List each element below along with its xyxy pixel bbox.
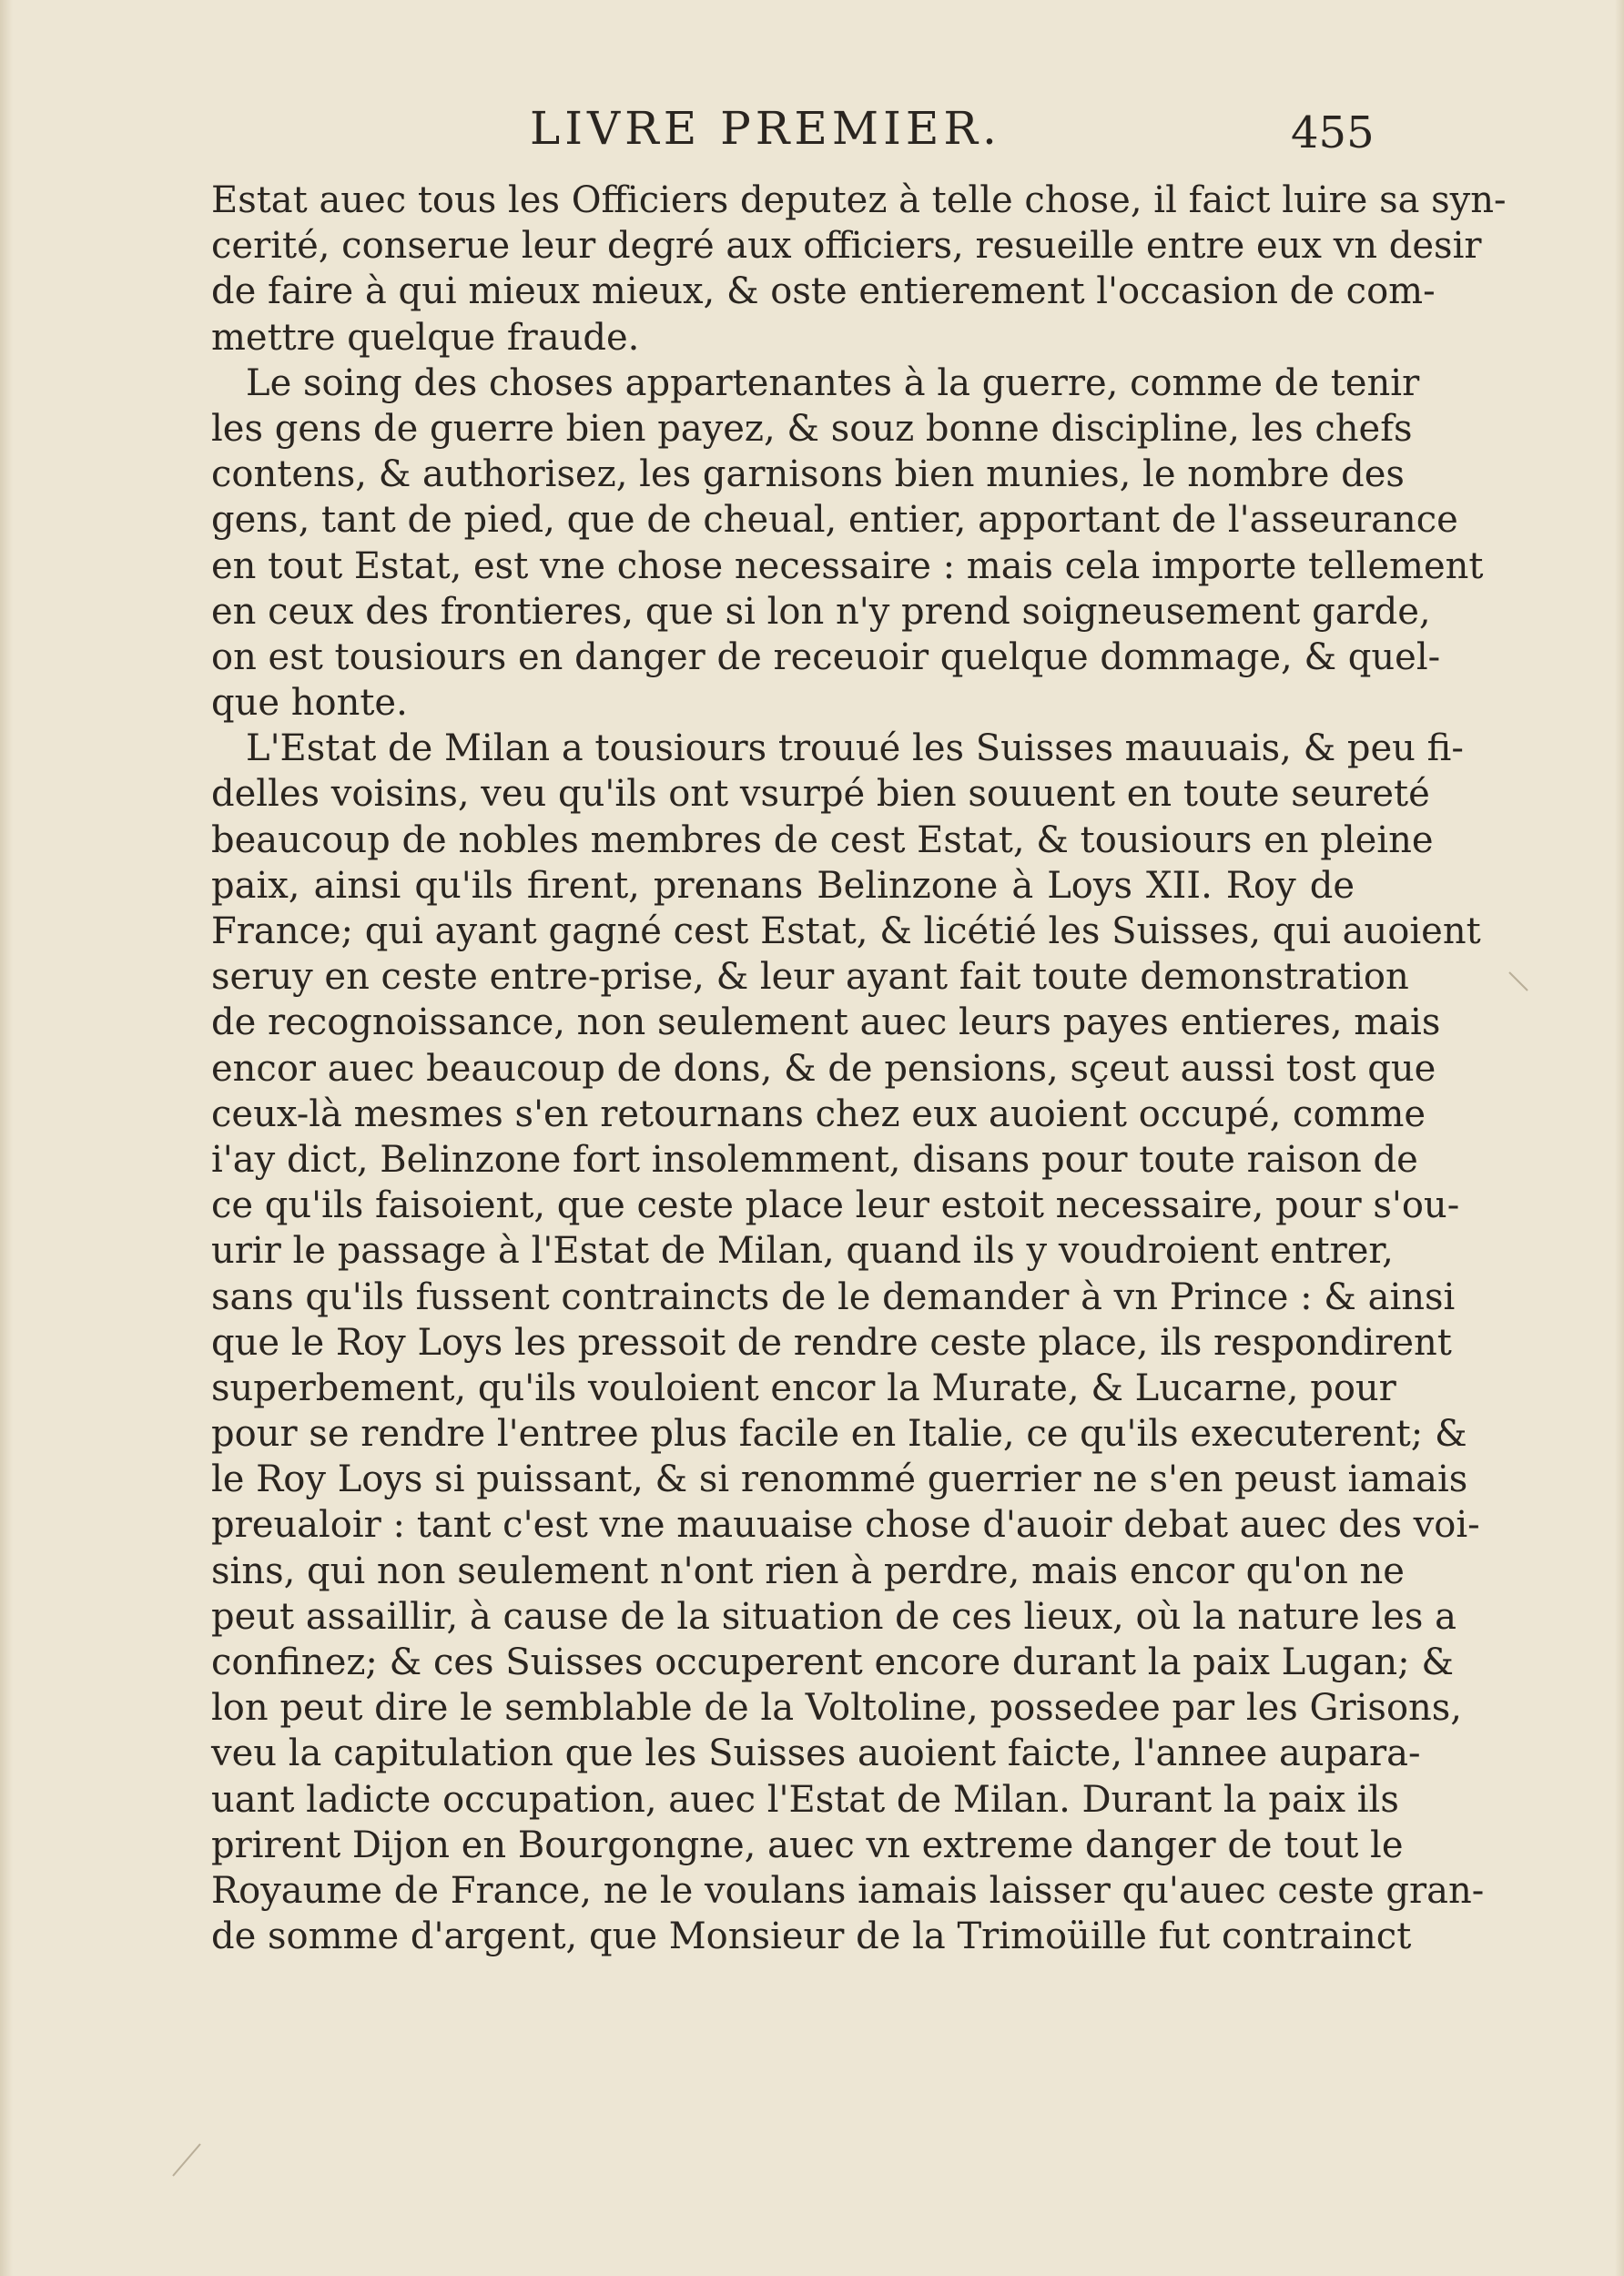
text-line: ceux-là mesmes s'en retournans chez eux auoient occupé, comme bbox=[211, 1092, 1426, 1135]
text-line: de somme d'argent, que Monsieur de la Trimoüille fut contrainct bbox=[211, 1915, 1412, 1958]
page-number: 455 bbox=[1291, 107, 1375, 158]
text-line: urir le passage à l'Estat de Milan, quand ils y voudroient entrer, bbox=[211, 1230, 1394, 1273]
text-line: France; qui ayant gagné cest Estat, & licétié les Suisses, qui auoient bbox=[211, 910, 1481, 952]
text-line: pour se rendre l'entree plus facile en Italie, ce qu'ils executerent; & bbox=[211, 1413, 1467, 1456]
text-line: seruy en ceste entre-prise, & leur ayant fait toute demonstration bbox=[211, 956, 1409, 999]
text-line: les gens de guerre bien payez, & souz bonne discipline, les chefs bbox=[211, 407, 1413, 450]
text-line: beaucoup de nobles membres de cest Estat, & tousiours en pleine bbox=[211, 818, 1434, 861]
text-line: en tout Estat, est vne chose necessaire : mais cela importe tellement bbox=[211, 544, 1484, 587]
text-line: confinez; & ces Suisses occuperent encore durant la paix Lugan; & bbox=[211, 1641, 1454, 1683]
text-line: que honte. bbox=[211, 682, 408, 725]
text-line: que le Roy Loys les pressoit de rendre ceste place, ils respondirent bbox=[211, 1321, 1452, 1364]
text-line: de faire à qui mieux mieux, & oste entierement l'occasion de com- bbox=[211, 270, 1436, 313]
body-text bbox=[211, 178, 1507, 1959]
text-line: Le soing des choses appartenantes à la guerre, comme de tenir bbox=[246, 361, 1420, 404]
text-line: lon peut dire le semblable de la Voltoline, possedee par les Grisons, bbox=[211, 1687, 1463, 1730]
text-line: contens, & authorisez, les garnisons bien munies, le nombre des bbox=[211, 453, 1405, 496]
text-line: L'Estat de Milan a tousiours trouué les Suisses mauuais, & peu fi- bbox=[246, 727, 1464, 770]
text-line: i'ay dict, Belinzone fort insolemment, disans pour toute raison de bbox=[211, 1138, 1418, 1181]
text-line: de recognoissance, non seulement auec leurs payes entieres, mais bbox=[211, 1001, 1441, 1044]
text-line: superbement, qu'ils vouloient encor la Murate, & Lucarne, pour bbox=[211, 1367, 1396, 1409]
text-line: preualoir : tant c'est vne mauuaise chose d'auoir debat auec des voi- bbox=[211, 1504, 1480, 1547]
text-line: Estat auec tous les Officiers deputez à telle chose, il faict luire sa syn- bbox=[211, 179, 1507, 221]
paper-mark-decoration bbox=[164, 2130, 218, 2185]
text-line: mettre quelque fraude. bbox=[211, 316, 640, 359]
text-line: uant ladicte occupation, auec l'Estat de Milan. Durant la paix ils bbox=[211, 1778, 1399, 1821]
text-line: Royaume de France, ne le voulans iamais laisser qu'auec ceste gran- bbox=[211, 1869, 1485, 1912]
text-line: paix, ainsi qu'ils firent, prenans Belinzone à Loys XII. Roy de bbox=[211, 864, 1355, 907]
text-line: en ceux des frontieres, que si lon n'y prend soigneusement garde, bbox=[211, 590, 1431, 633]
text-line: sins, qui non seulement n'ont rien à perdre, mais encor qu'on ne bbox=[211, 1550, 1405, 1592]
text-line: prirent Dijon en Bourgongne, auec vn extreme danger de tout le bbox=[211, 1824, 1404, 1866]
text-line: le Roy Loys si puissant, & si renommé guerrier ne s'en peust iamais bbox=[211, 1458, 1468, 1501]
text-line: gens, tant de pied, que de cheual, entier, apportant de l'asseurance bbox=[211, 499, 1458, 542]
text-line: sans qu'ils fussent contraincts de le demander à vn Prince : & ainsi bbox=[211, 1275, 1456, 1318]
text-line: ce qu'ils faisoient, que ceste place leur estoit necessaire, pour s'ou- bbox=[211, 1184, 1460, 1227]
page-edge-left bbox=[0, 0, 13, 2276]
text-line: peut assaillir, à cause de la situation de ces lieux, où la nature les a bbox=[211, 1595, 1457, 1638]
text-line: on est tousiours en danger de receuoir quelque dommage, & quel- bbox=[211, 635, 1441, 678]
text-line: veu la capitulation que les Suisses auoient faicte, l'annee aupara- bbox=[211, 1732, 1421, 1775]
text-line: encor auec beaucoup de dons, & de pensions, sçeut aussi tost que bbox=[211, 1047, 1436, 1090]
paper-mark-decoration bbox=[1502, 965, 1538, 1001]
page-edge-right bbox=[1615, 0, 1624, 2276]
text-line: delles voisins, veu qu'ils ont vsurpé bien souuent en toute seureté bbox=[211, 773, 1430, 816]
running-head: LIVRE PREMIER. bbox=[530, 102, 1001, 155]
text-line: cerité, conserue leur degré aux officiers, resueille entre eux vn desir bbox=[211, 225, 1482, 268]
